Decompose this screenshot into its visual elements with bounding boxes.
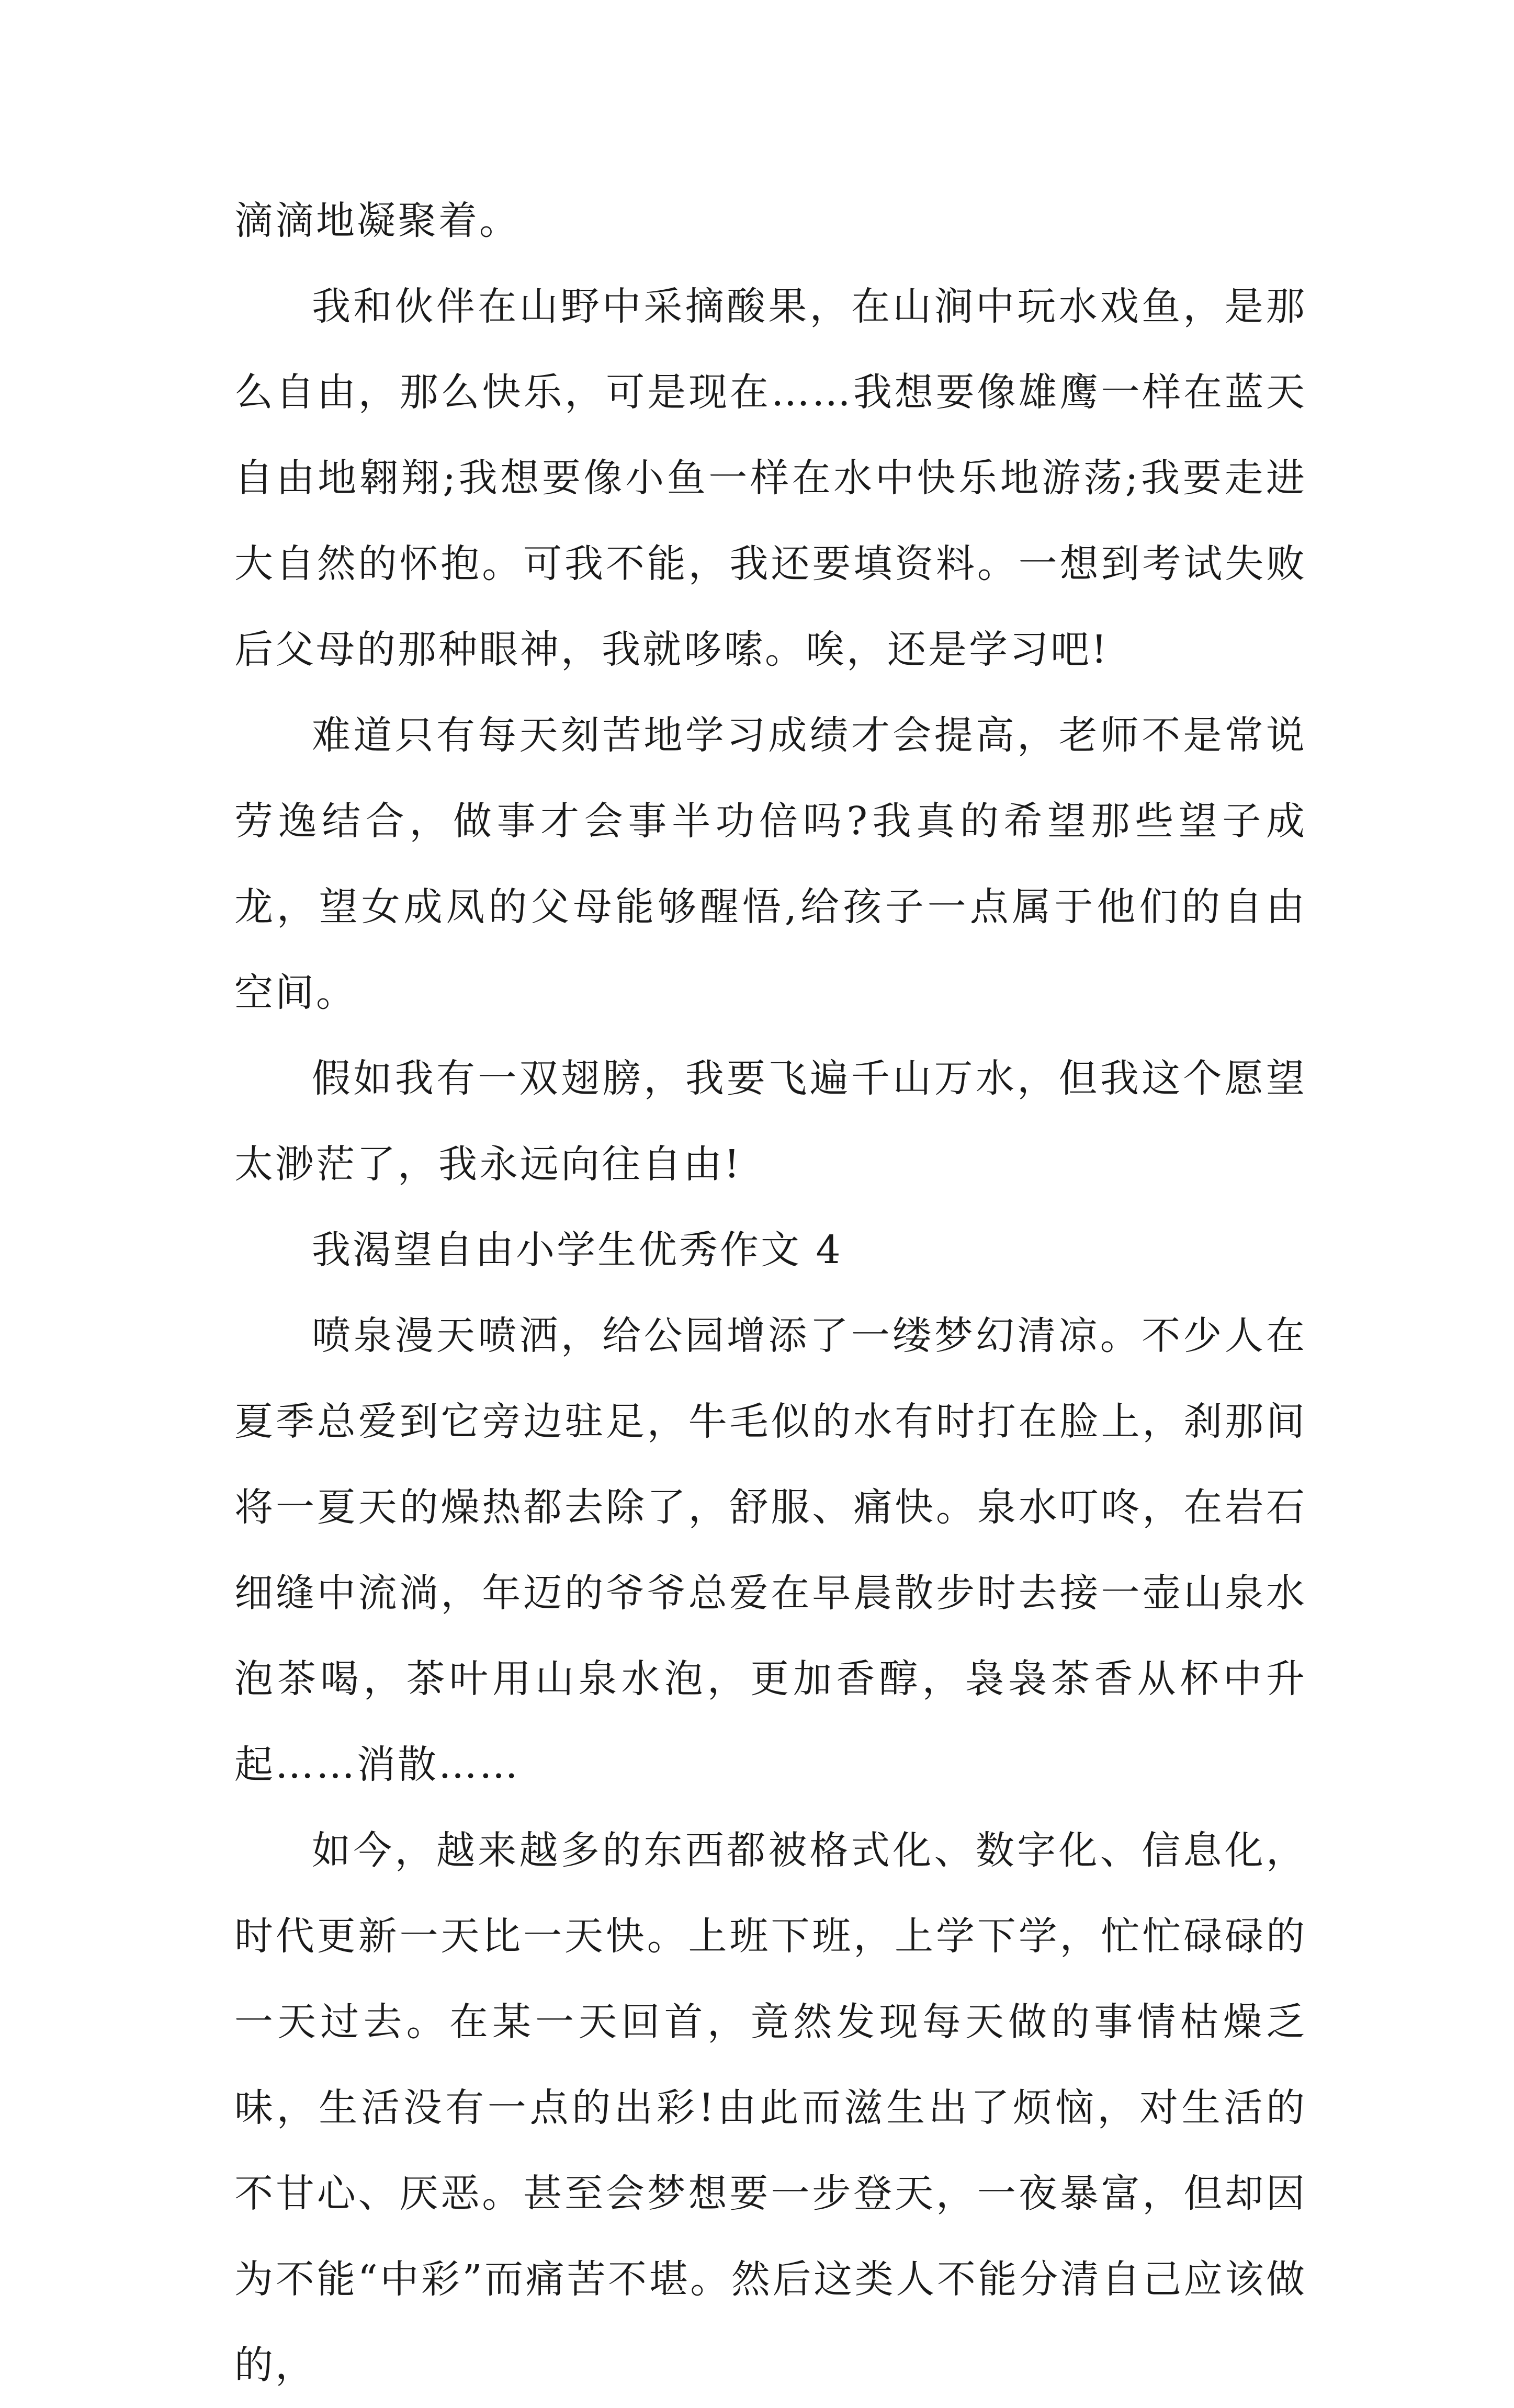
paragraph: 如今，越来越多的东西都被格式化、数字化、信息化，时代更新一天比一天快。上班下班，上学下学，忙忙碌碌的一天过去。在某一天回首，竟然发现每天做的事情枯燥乏味，生活没有一点的出彩!由此而滋生出了烦恼，对生活的不甘心、厌恶。甚至会梦想要一步登天，一夜暴富，但却因为不能“中彩”而痛苦不堪。然后这类人不能分清自己应该做的， [234, 1828, 1307, 2388]
paragraph: 喷泉漫天喷洒，给公园增添了一缕梦幻清凉。不少人在夏季总爱到它旁边驻足，牛毛似的水有时打在脸上，刹那间将一夏天的燥热都去除了，舒服、痛快。泉水叮咚，在岩石细缝中流淌，年迈的爷爷总爱在早晨散步时去接一壶山泉水泡茶喝，茶叶用山泉水泡，更加香醇，袅袅茶香从杯中升起……消散…… [234, 1313, 1307, 1787]
paragraph: 滴滴地凝聚着。 [234, 198, 520, 243]
paragraph: 难道只有每天刻苦地学习成绩才会提高，老师不是常说劳逸结合，做事才会事半功倍吗?我真的希望那些望子成龙，望女成凤的父母能够醒悟,给孩子一点属于他们的自由空间。 [234, 713, 1307, 1015]
essay-body [234, 178, 1307, 2408]
paragraph: 我和伙伴在山野中采摘酸果，在山涧中玩水戏鱼，是那么自由，那么快乐，可是现在……我想要像雄鹰一样在蓝天自由地翱翔;我想要像小鱼一样在水中快乐地游荡;我要走进大自然的怀抱。可我不能，我还要填资料。一想到考试失败后父母的那种眼神，我就哆嗦。唉，还是学习吧! [234, 284, 1307, 672]
paragraph: 假如我有一双翅膀，我要飞遍千山万水，但我这个愿望太渺茫了，我永远向往自由! [234, 1056, 1307, 1187]
essay-heading: 我渴望自由小学生优秀作文 4 [312, 1228, 843, 1273]
